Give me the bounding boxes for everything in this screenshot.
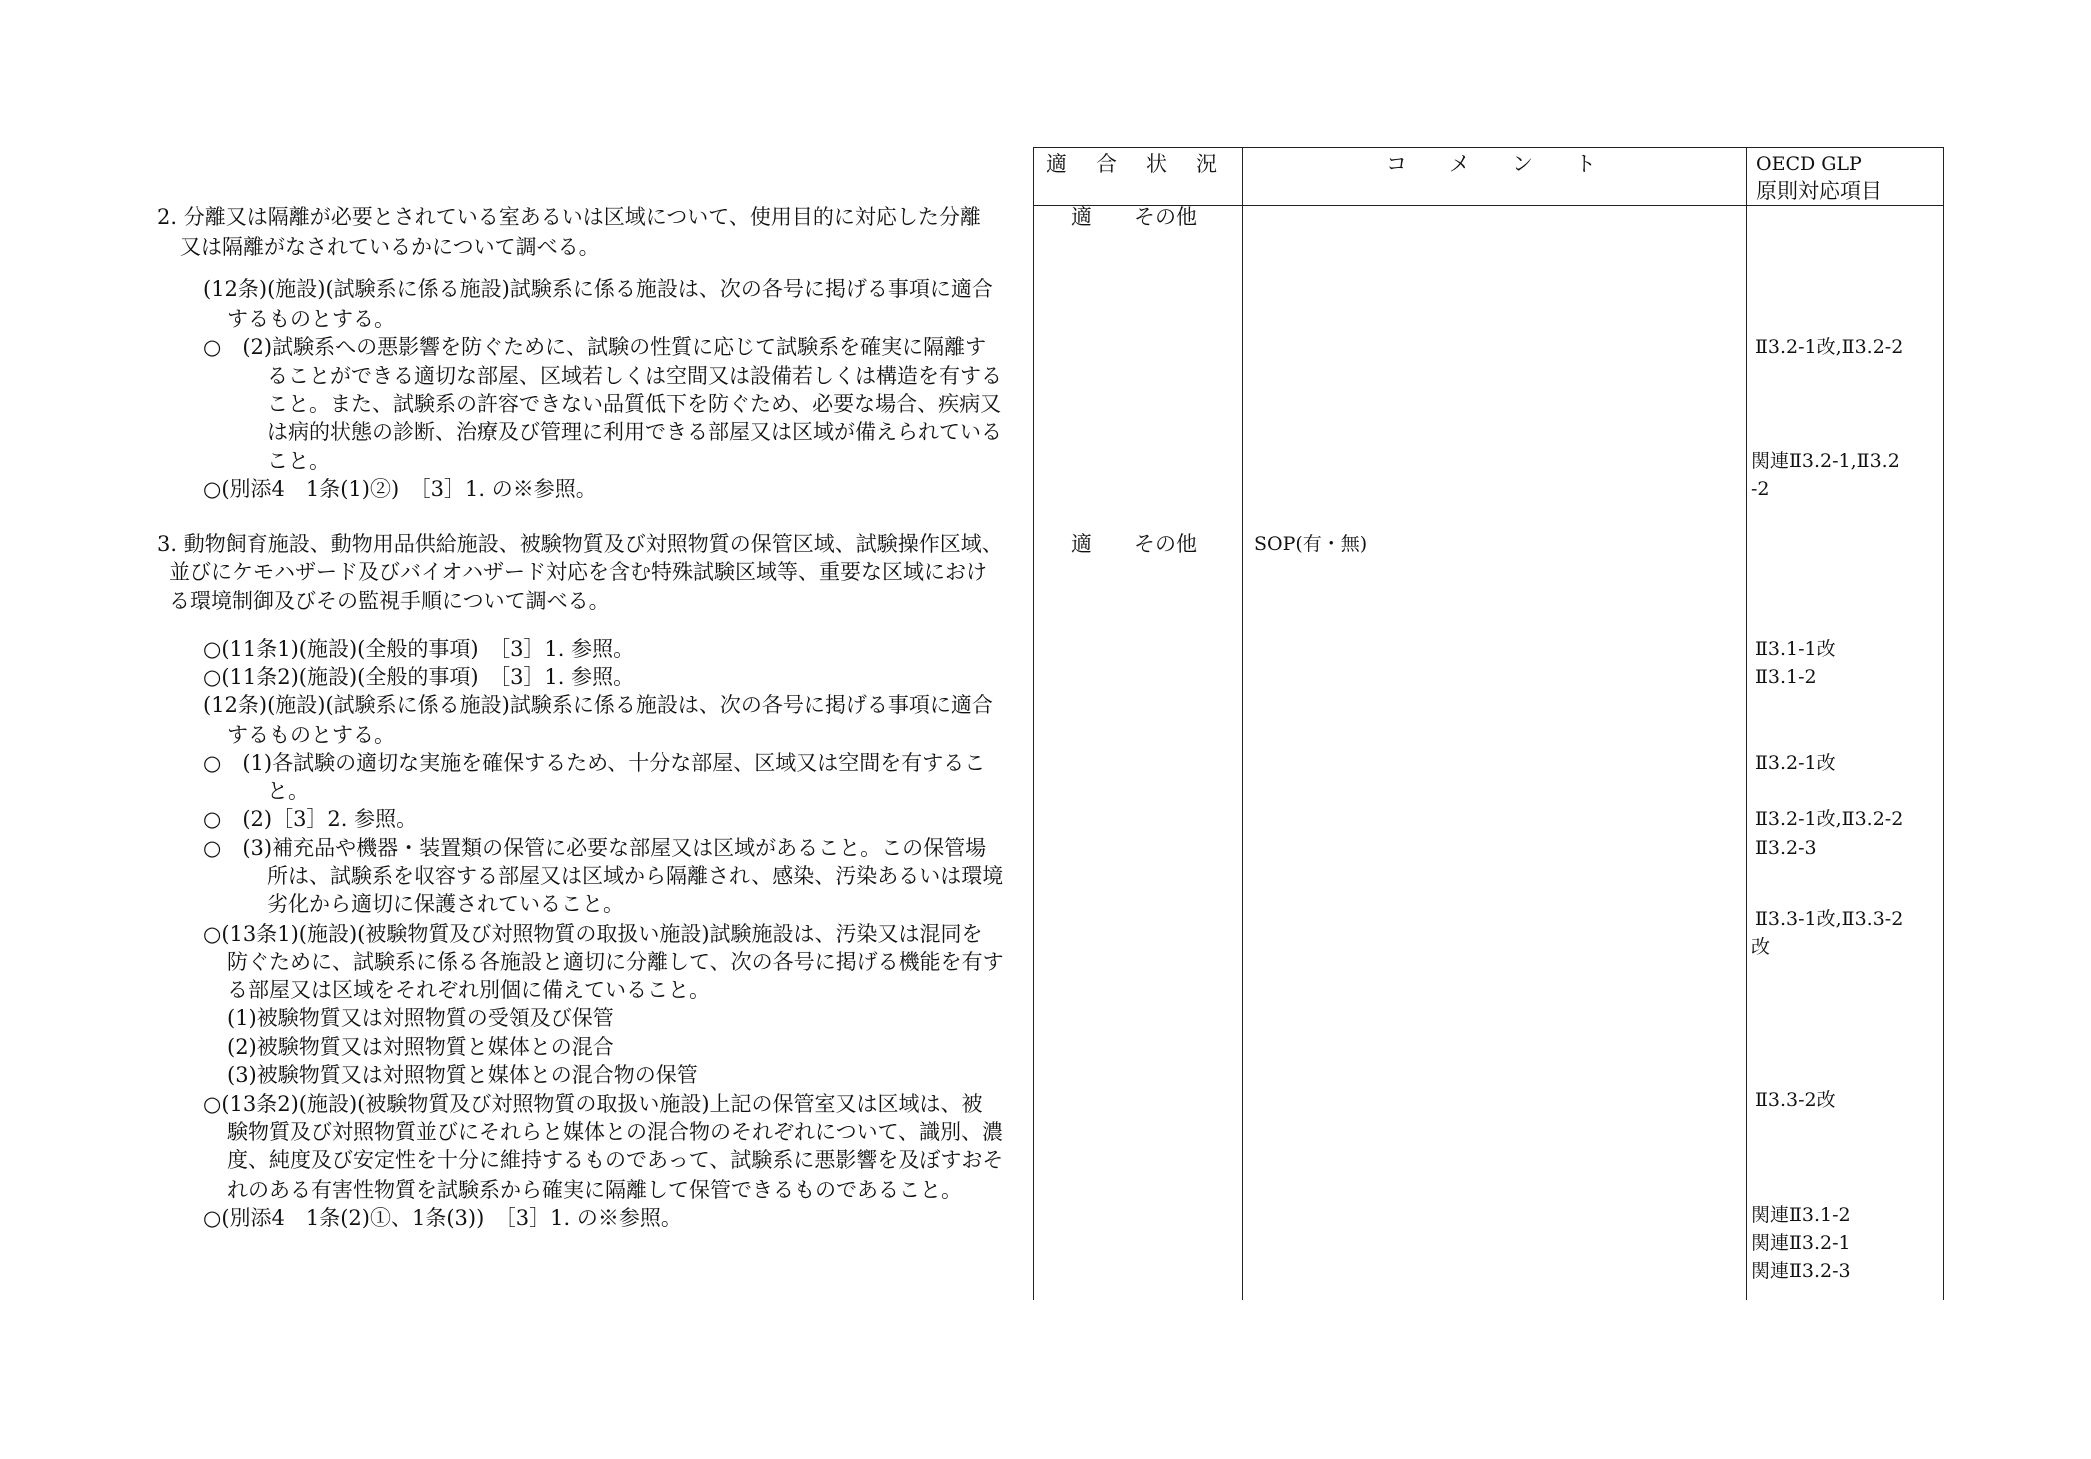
- text-line: ○ (3)補充品や機器・装置類の保管に必要な部屋又は区域があること。この保管場: [203, 836, 987, 860]
- oecd-ref: Ⅱ3.2-1改,Ⅱ3.2-2: [1755, 336, 1904, 358]
- text-line: と。: [267, 779, 309, 803]
- status-ok: 適: [1071, 532, 1092, 556]
- text-line: (2)被験物質又は対照物質と媒体との混合: [227, 1035, 614, 1059]
- oecd-ref: Ⅱ3.1-1改: [1755, 638, 1836, 660]
- text-line: するものとする。: [227, 307, 395, 331]
- header-comment: コ メ ン ト: [1386, 152, 1596, 176]
- oecd-ref: 関連Ⅱ3.2-1: [1751, 1232, 1851, 1254]
- oecd-ref: 関連Ⅱ3.1-2: [1751, 1204, 1851, 1226]
- text-line: ○(別添4 1条(2)①、1条(3)) ［3］1. の※参照。: [203, 1206, 682, 1230]
- oecd-ref: Ⅱ3.1-2: [1755, 666, 1817, 688]
- status-other: その他: [1134, 205, 1197, 229]
- text-line: 度、純度及び安定性を十分に維持するものであって、試験系に悪影響を及ぼすおそ: [227, 1148, 1004, 1172]
- status-ok: 適: [1071, 205, 1092, 229]
- text-line: (12条)(施設)(試験系に係る施設)試験系に係る施設は、次の各号に掲げる事項に適合: [203, 277, 993, 301]
- oecd-ref: 改: [1751, 936, 1771, 958]
- header-status: 適 合 状 況: [1046, 152, 1221, 176]
- text-line: ○(11条2)(施設)(全般的事項) ［3］1. 参照。: [203, 665, 635, 689]
- oecd-ref: -2: [1751, 478, 1770, 500]
- text-line: ○ (2)試験系への悪影響を防ぐために、試験の性質に応じて試験系を確実に隔離す: [203, 335, 987, 359]
- text-line: (1)被験物質又は対照物質の受領及び保管: [227, 1006, 614, 1030]
- text-line: ○(別添4 1条(1)②) ［3］1. の※参照。: [203, 477, 597, 501]
- status-other: その他: [1134, 532, 1197, 556]
- oecd-ref: 関連Ⅱ3.2-3: [1751, 1260, 1851, 1282]
- text-line: 験物質及び対照物質並びにそれらと媒体との混合物のそれぞれについて、識別、濃: [227, 1120, 1004, 1144]
- section-3-heading-cont: る環境制御及びその監視手順について調べる。: [169, 589, 610, 613]
- text-line: ○ (1)各試験の適切な実施を確保するため、十分な部屋、区域又は空間を有するこ: [203, 751, 986, 775]
- text-line: は病的状態の診断、治療及び管理に利用できる部屋又は区域が備えられている: [267, 420, 1002, 444]
- text-line: (3)被験物質又は対照物質と媒体との混合物の保管: [227, 1063, 698, 1087]
- text-line: 所は、試験系を収容する部屋又は区域から隔離され、感染、汚染あるいは環境: [267, 864, 1004, 888]
- text-line: 防ぐために、試験系に係る各施設と適切に分離して、次の各号に掲げる機能を有す: [227, 950, 1004, 974]
- section-2-heading: 2. 分離又は隔離が必要とされている室あるいは区域について、使用目的に対応した分離: [157, 205, 981, 229]
- comment-sop: SOP(有・無): [1254, 533, 1368, 555]
- section-3-heading: 3. 動物飼育施設、動物用品供給施設、被験物質及び対照物質の保管区域、試験操作区域、: [157, 532, 1003, 556]
- text-line: するものとする。: [227, 723, 395, 747]
- text-line: ○(13条1)(施設)(被験物質及び対照物質の取扱い施設)試験施設は、汚染又は混同を: [203, 922, 983, 946]
- text-line: こと。: [267, 449, 330, 473]
- text-line: ○(11条1)(施設)(全般的事項) ［3］1. 参照。: [203, 637, 635, 661]
- text-line: 劣化から適切に保護されていること。: [267, 892, 624, 916]
- oecd-ref: Ⅱ3.2-1改,Ⅱ3.2-2: [1755, 808, 1904, 830]
- table-col-divider-2: [1746, 147, 1747, 1300]
- section-2-heading-cont: 又は隔離がなされているかについて調べる。: [180, 235, 600, 259]
- oecd-ref: 関連Ⅱ3.2-1,Ⅱ3.2: [1751, 450, 1900, 472]
- text-line: こと。また、試験系の許容できない品質低下を防ぐため、必要な場合、疾病又: [267, 392, 1002, 416]
- header-oecd-1: OECD GLP: [1756, 153, 1862, 175]
- oecd-ref: Ⅱ3.2-3: [1755, 837, 1817, 859]
- header-oecd-2: 原則対応項目: [1756, 179, 1882, 203]
- text-line: (12条)(施設)(試験系に係る施設)試験系に係る施設は、次の各号に掲げる事項に適合: [203, 693, 993, 717]
- section-3-heading-cont: 並びにケモハザード及びバイオハザード対応を含む特殊試験区域等、重要な区域におけ: [169, 560, 987, 584]
- table-left-border: [1033, 147, 1034, 1300]
- text-line: ることができる適切な部屋、区域若しくは空間又は設備若しくは構造を有する: [267, 364, 1002, 388]
- text-line: ○ (2)［3］2. 参照。: [203, 807, 418, 831]
- oecd-ref: Ⅱ3.3-1改,Ⅱ3.3-2: [1755, 908, 1904, 930]
- text-line: れのある有害性物質を試験系から確実に隔離して保管できるものであること。: [227, 1178, 962, 1202]
- table-right-border: [1943, 147, 1944, 1300]
- oecd-ref: Ⅱ3.3-2改: [1755, 1089, 1836, 1111]
- text-line: ○(13条2)(施設)(被験物質及び対照物質の取扱い施設)上記の保管室又は区域は、被: [203, 1092, 983, 1116]
- table-col-divider-1: [1242, 147, 1243, 1300]
- table-top-border: [1033, 147, 1944, 148]
- oecd-ref: Ⅱ3.2-1改: [1755, 752, 1836, 774]
- text-line: る部屋又は区域をそれぞれ別個に備えていること。: [227, 978, 710, 1002]
